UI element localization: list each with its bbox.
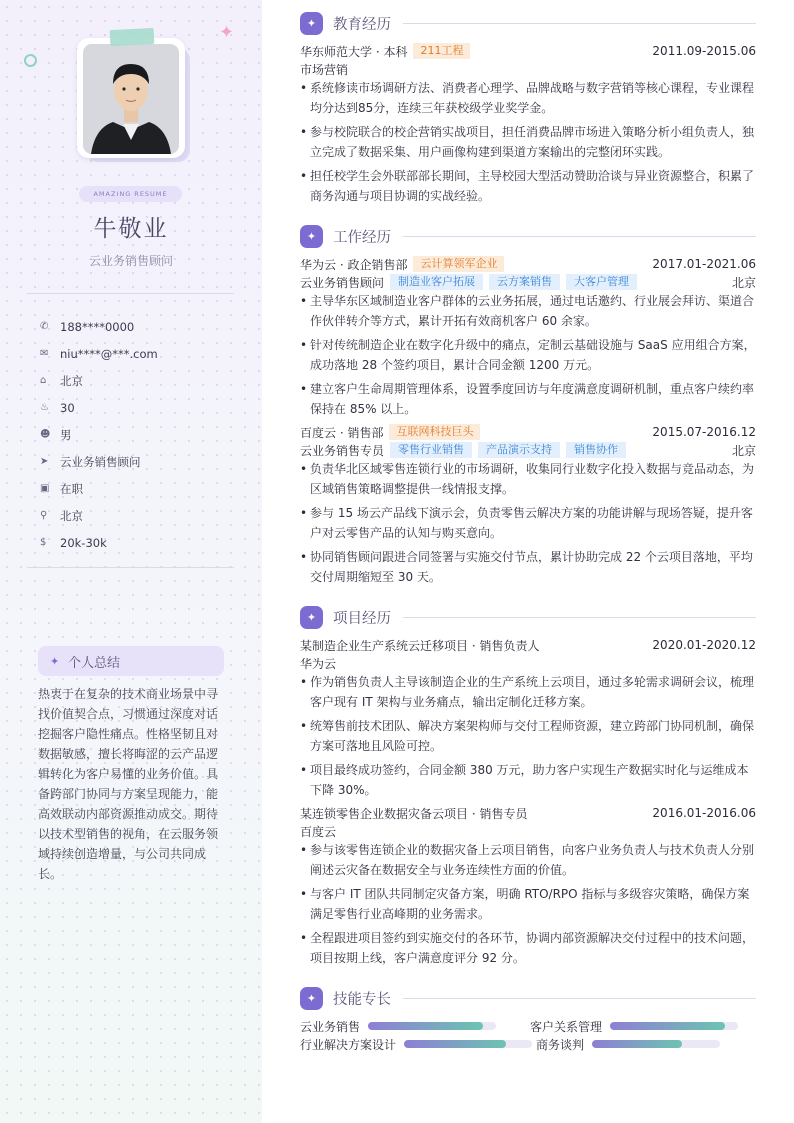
divider xyxy=(27,567,234,568)
job-role: 云业务销售专员 xyxy=(300,443,385,458)
skill-name: 商务谈判 xyxy=(536,1037,585,1052)
skill-bar-fill xyxy=(610,1022,725,1030)
summary-text: 热衷于在复杂的技术商业场景中寻找价值契合点，习惯通过深度对话挖掘客户隐性痛点。性格坚韧且对数据敏感，擅长将晦涩的云产品逻辑转化为客户易懂的业务价值。具备跨部门协同与方案呈现能力，能高效联动内部资源推动成交。期待以技术型销售的视角，在云服务领域持续创造增量，与公司共同成长。 xyxy=(38,687,219,881)
skill-name: 客户关系管理 xyxy=(530,1019,603,1034)
list-item: • 项目最终成功签约，合同金额 380 万元，助力客户实现生产数据实时化与运维成本下降 30%。 xyxy=(300,760,756,800)
sparkle-icon: ✦ xyxy=(300,606,323,629)
education-header xyxy=(300,43,756,59)
skill-bar-fill xyxy=(404,1040,506,1048)
divider xyxy=(403,23,756,24)
skill-item xyxy=(530,1018,738,1034)
divider xyxy=(27,293,234,294)
contact-info-list xyxy=(40,313,158,556)
summary-title: 个人总结 xyxy=(68,655,121,671)
info-phone xyxy=(40,313,158,340)
list-item: • 作为销售负责人主导该制造企业的生产系统上云项目，通过多轮需求调研会议，梳理客户现有 IT 架构与业务痛点，输出定制化迁移方案。 xyxy=(300,672,756,712)
section-header-education xyxy=(300,11,756,35)
list-item: • 参与 15 场云产品线下演示会，负责零售云解决方案的功能讲解与现场答疑，提升客户对云零售产品的认知与购买意向。 xyxy=(300,503,756,543)
section-title: 教育经历 xyxy=(333,16,391,33)
info-email xyxy=(40,340,158,367)
school-name: 华东师范大学 · 本科 xyxy=(300,44,408,59)
company-name: 华为云 · 政企销售部 xyxy=(300,257,408,272)
list-item: • 主导华东区域制造业客户群体的云业务拓展，通过电话邀约、行业展会拜访、渠道合作伙伴转介等方式，累计开拓有效商机客户 60 余家。 xyxy=(300,291,756,331)
section-header-projects xyxy=(300,605,756,629)
skill-bar-fill xyxy=(592,1040,682,1048)
decorative-ring xyxy=(24,54,37,67)
project-company-row xyxy=(300,655,756,671)
section-title: 项目经历 xyxy=(333,610,391,627)
skill-item xyxy=(300,1036,532,1052)
gender-icon: ☻ xyxy=(40,429,51,440)
job-role-row xyxy=(300,274,756,290)
info-home xyxy=(40,367,158,394)
skill-item xyxy=(300,1018,496,1034)
skill-bar xyxy=(368,1022,496,1030)
phone-icon: ✆ xyxy=(40,321,49,332)
major: 市场营销 xyxy=(300,62,349,77)
hometown-value: 北京 xyxy=(60,373,83,388)
email-value: niu****@***.com xyxy=(60,346,158,361)
target-job-value: 云业务销售顾问 xyxy=(60,454,141,469)
list-item: • 担任校学生会外联部部长期间，主导校园大型活动赞助洽谈与异业资源整合，积累了商务沟通与项目协调的实战经验。 xyxy=(300,166,756,206)
project-date: 2016.01-2016.06 xyxy=(652,806,756,820)
info-gender xyxy=(40,421,158,448)
photo-tape xyxy=(110,28,155,46)
list-item: • 与客户 IT 团队共同制定灾备方案，明确 RTO/RPO 指标与多级容灾策略，确保方案满足零售行业高峰期的业务需求。 xyxy=(300,884,756,924)
job-city: 北京 xyxy=(731,275,756,290)
skill-tag: 制造业客户拓展 xyxy=(390,274,483,290)
job-date: 2015.07-2016.12 xyxy=(652,425,756,439)
phone-value: 188****0000 xyxy=(60,319,135,334)
mail-icon: ✉ xyxy=(40,348,49,359)
sparkle-icon: ✦ xyxy=(300,225,323,248)
home-icon: ⌂ xyxy=(40,375,47,386)
section-title: 工作经历 xyxy=(333,229,391,246)
project-company: 华为云 xyxy=(300,656,337,671)
company-tag: 互联网科技巨头 xyxy=(389,424,480,440)
education-bullets xyxy=(300,78,756,210)
sparkle-icon: ✦ xyxy=(300,12,323,35)
resume-badge: AMAZING RESUME xyxy=(79,186,182,202)
send-icon: ➤ xyxy=(40,456,49,467)
location-value: 北京 xyxy=(60,508,83,523)
info-age xyxy=(40,394,158,421)
job-header xyxy=(300,256,756,272)
main-content xyxy=(300,0,756,1123)
list-item: • 协同销售顾问跟进合同签署与实施交付节点，累计协助完成 22 个云项目落地，平均交付周期缩短至 30 天。 xyxy=(300,547,756,587)
skill-tag: 云方案销售 xyxy=(489,274,560,290)
list-item: • 参与该零售连锁企业的数据灾备上云项目销售，向客户业务负责人与技术负责人分别阐述云灾备在数据安全与业务连续性方面的价值。 xyxy=(300,840,756,880)
education-date: 2011.09-2015.06 xyxy=(652,44,756,58)
list-item: • 全程跟进项目签约到实施交付的各环节，协调内部资源解决交付过程中的技术问题，项目按期上线，客户满意度评分 92 分。 xyxy=(300,928,756,968)
project-company-row xyxy=(300,823,756,839)
gender-value: 男 xyxy=(60,427,72,442)
list-item: • 针对传统制造企业在数字化升级中的痛点，定制云基础设施与 SaaS 应用组合方案，成功落地 28 个签约项目，累计合同金额 1200 万元。 xyxy=(300,335,756,375)
list-item: • 建立客户生命周期管理体系，设置季度回访与年度满意度调研机制，重点客户续约率保持在 85% 以上。 xyxy=(300,379,756,419)
list-item: • 统筹售前技术团队、解决方案架构师与交付工程师资源，建立跨部门协同机制，确保方案可落地且风险可控。 xyxy=(300,716,756,756)
sparkle-icon: ✦ xyxy=(300,987,323,1010)
company-tag: 云计算领军企业 xyxy=(413,256,504,272)
summary-header xyxy=(38,646,224,676)
school-tag: 211工程 xyxy=(413,43,470,59)
location-icon: ⚲ xyxy=(40,510,48,521)
skill-name: 云业务销售 xyxy=(300,1019,361,1034)
education-major-row xyxy=(300,61,756,77)
profile-photo xyxy=(83,44,179,154)
skill-item xyxy=(536,1036,720,1052)
skill-bar-fill xyxy=(368,1022,483,1030)
info-salary xyxy=(40,529,158,556)
divider xyxy=(403,998,756,999)
job-role-row xyxy=(300,442,756,458)
job-bullets xyxy=(300,459,756,591)
info-status xyxy=(40,475,158,502)
sparkle-icon: ✦ xyxy=(219,22,235,43)
cake-icon: ♨ xyxy=(40,402,49,413)
project-bullets xyxy=(300,672,756,804)
job-header xyxy=(300,424,756,440)
age-value: 30 xyxy=(60,400,75,415)
info-target-job xyxy=(40,448,158,475)
skill-tag: 产品演示支持 xyxy=(478,442,560,458)
project-date: 2020.01-2020.12 xyxy=(652,638,756,652)
salary-value: 20k-30k xyxy=(60,535,107,550)
skill-name: 行业解决方案设计 xyxy=(300,1037,397,1052)
job-bullets xyxy=(300,291,756,423)
project-company: 百度云 xyxy=(300,824,337,839)
list-item: • 系统修读市场调研方法、消费者心理学、品牌战略与数字营销等核心课程，专业课程均分达到85分，连续三年获校级学业奖学金。 xyxy=(300,78,756,118)
candidate-name: 牛敬业 xyxy=(93,216,169,242)
skill-bar xyxy=(404,1040,532,1048)
list-item: • 参与校院联合的校企营销实战项目，担任消费品牌市场进入策略分析小组负责人，独立完成了数据采集、用户画像构建到渠道方案输出的完整闭环实践。 xyxy=(300,122,756,162)
skill-tag: 销售协作 xyxy=(566,442,626,458)
salary-icon: $ xyxy=(40,537,47,548)
job-role: 云业务销售顾问 xyxy=(300,275,385,290)
project-name: 某连锁零售企业数据灾备云项目 · 销售专员 xyxy=(300,806,528,821)
company-name: 百度云 · 销售部 xyxy=(300,425,384,440)
section-header-skills xyxy=(300,986,756,1010)
briefcase-icon: ▣ xyxy=(40,483,50,494)
job-city: 北京 xyxy=(731,443,756,458)
project-header xyxy=(300,805,756,821)
info-location xyxy=(40,502,158,529)
skill-tag: 大客户管理 xyxy=(566,274,637,290)
candidate-title: 云业务销售顾问 xyxy=(88,254,173,268)
list-item: • 负责华北区域零售连锁行业的市场调研，收集同行业数字化投入数据与竞品动态，为区域销售策略调整提供一线情报支撑。 xyxy=(300,459,756,499)
sidebar xyxy=(0,0,262,1123)
section-header-work xyxy=(300,224,756,248)
skill-bar xyxy=(592,1040,720,1048)
project-header xyxy=(300,637,756,653)
divider xyxy=(403,236,756,237)
skill-tag: 零售行业销售 xyxy=(390,442,472,458)
project-name: 某制造企业生产系统云迁移项目 · 销售负责人 xyxy=(300,638,540,653)
skill-bar xyxy=(610,1022,738,1030)
divider xyxy=(403,617,756,618)
status-value: 在职 xyxy=(60,481,83,496)
section-title: 技能专长 xyxy=(333,991,391,1008)
project-bullets xyxy=(300,840,756,972)
sparkle-icon: ✦ xyxy=(50,654,60,668)
job-date: 2017.01-2021.06 xyxy=(652,257,756,271)
